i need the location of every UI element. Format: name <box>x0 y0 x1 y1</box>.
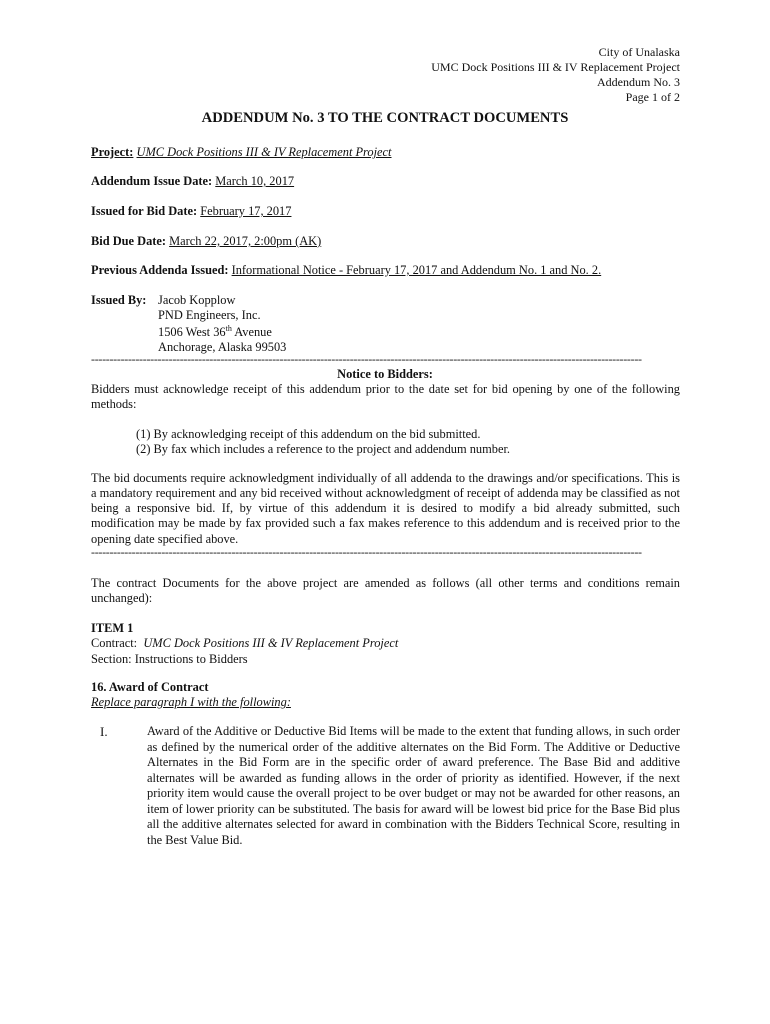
separator-line-bottom: ----------------------------------------------------------------------------------------------------------------------------------------------------- <box>91 546 642 558</box>
due-date-field <box>91 234 321 249</box>
issuer-address: 1506 West 36th Avenue <box>158 323 272 339</box>
issue-date-field <box>91 174 294 189</box>
project-label: Project: <box>91 145 134 159</box>
notice-body: The bid documents require acknowledgment individually of all addenda to the drawings and/or specifications. This is a mandatory requirement and any bid received without acknowledgment of receipt of addenda may be classified as not being a responsive bid. If, by virtue of this addendum it is desired to modify a bid already submitted, such modification may be made by fax provided such a fax makes reference to this addendum and is received prior to the opening date specified above. <box>91 471 680 546</box>
issue-date-value: March 10, 2017 <box>215 174 295 188</box>
header-addendum: Addendum No. 3 <box>597 74 680 89</box>
bid-date-field <box>91 204 291 219</box>
item-1-block <box>91 621 398 667</box>
document-header <box>431 45 680 105</box>
issuer-city: Anchorage, Alaska 99503 <box>158 340 287 355</box>
issuer-name: Jacob Kopplow <box>158 293 236 307</box>
bid-date-value: February 17, 2017 <box>200 204 292 218</box>
award-instruction: Replace paragraph I with the following: <box>91 695 291 710</box>
notice-intro: Bidders must acknowledge receipt of this addendum prior to the date set for bid opening by one of the following methods: <box>91 382 680 412</box>
previous-addenda-value: Informational Notice - February 17, 2017 and Addendum No. 1 and No. 2. <box>231 263 602 277</box>
separator-line-top: ----------------------------------------------------------------------------------------------------------------------------------------------------- <box>91 353 642 365</box>
item-contract: Contract: UMC Dock Positions III & IV Replacement Project <box>91 636 399 651</box>
project-value: UMC Dock Positions III & IV Replacement Project <box>136 145 392 159</box>
issue-date-label: Addendum Issue Date: <box>91 174 213 188</box>
method-2: (2) By fax which includes a reference to the project and addendum number. <box>136 442 510 457</box>
item-section: Section: Instructions to Bidders <box>91 651 248 666</box>
document-title: ADDENDUM No. 3 TO THE CONTRACT DOCUMENTS <box>201 110 569 126</box>
acknowledgment-methods <box>136 427 510 458</box>
issued-by-block <box>158 293 286 356</box>
award-paragraph: Award of the Additive or Deductive Bid Items will be made to the extent that funding allows, in such order as defined by the numerical order of the additive alternates on the Bid Form. The Additive or Deductive Alternates in the Bid Form are in the specific order of award preference. The Base Bid and additive alternates will be awarded as funding allows in the order of priority as identified. However, if the next priority item would cause the overall project to be over budget or may not be awarded for other reasons, an item of lower priority can be substituted. The basis for award will be lowest bid price for the Base Bid plus all the additive alternates selected for award in combination with the Bidders Technical Score, resulting in the Best Value Bid. <box>147 724 680 847</box>
header-page-number: Page 1 of 2 <box>625 89 680 104</box>
header-project: UMC Dock Positions III & IV Replacement Project <box>431 59 680 74</box>
previous-addenda-label: Previous Addenda Issued: <box>91 263 229 277</box>
notice-title: Notice to Bidders: <box>337 367 433 381</box>
issuer-company: PND Engineers, Inc. <box>158 308 261 323</box>
project-field <box>91 145 392 160</box>
due-date-label: Bid Due Date: <box>91 234 167 248</box>
award-heading: 16. Award of Contract <box>91 680 209 694</box>
method-1: (1) By acknowledging receipt of this addendum on the bid submitted. <box>136 427 481 441</box>
amendment-intro: The contract Documents for the above project are amended as follows (all other terms and conditions remain unchanged): <box>91 576 680 606</box>
issued-by-label: Issued By: <box>91 293 147 307</box>
header-city: City of Unalaska <box>598 45 680 59</box>
due-date-value: March 22, 2017, 2:00pm (AK) <box>169 234 322 248</box>
previous-addenda-field <box>91 263 601 278</box>
item-heading: ITEM 1 <box>91 621 134 635</box>
bid-date-label: Issued for Bid Date: <box>91 204 198 218</box>
paragraph-numeral: I. <box>100 724 108 739</box>
award-block <box>91 680 291 711</box>
